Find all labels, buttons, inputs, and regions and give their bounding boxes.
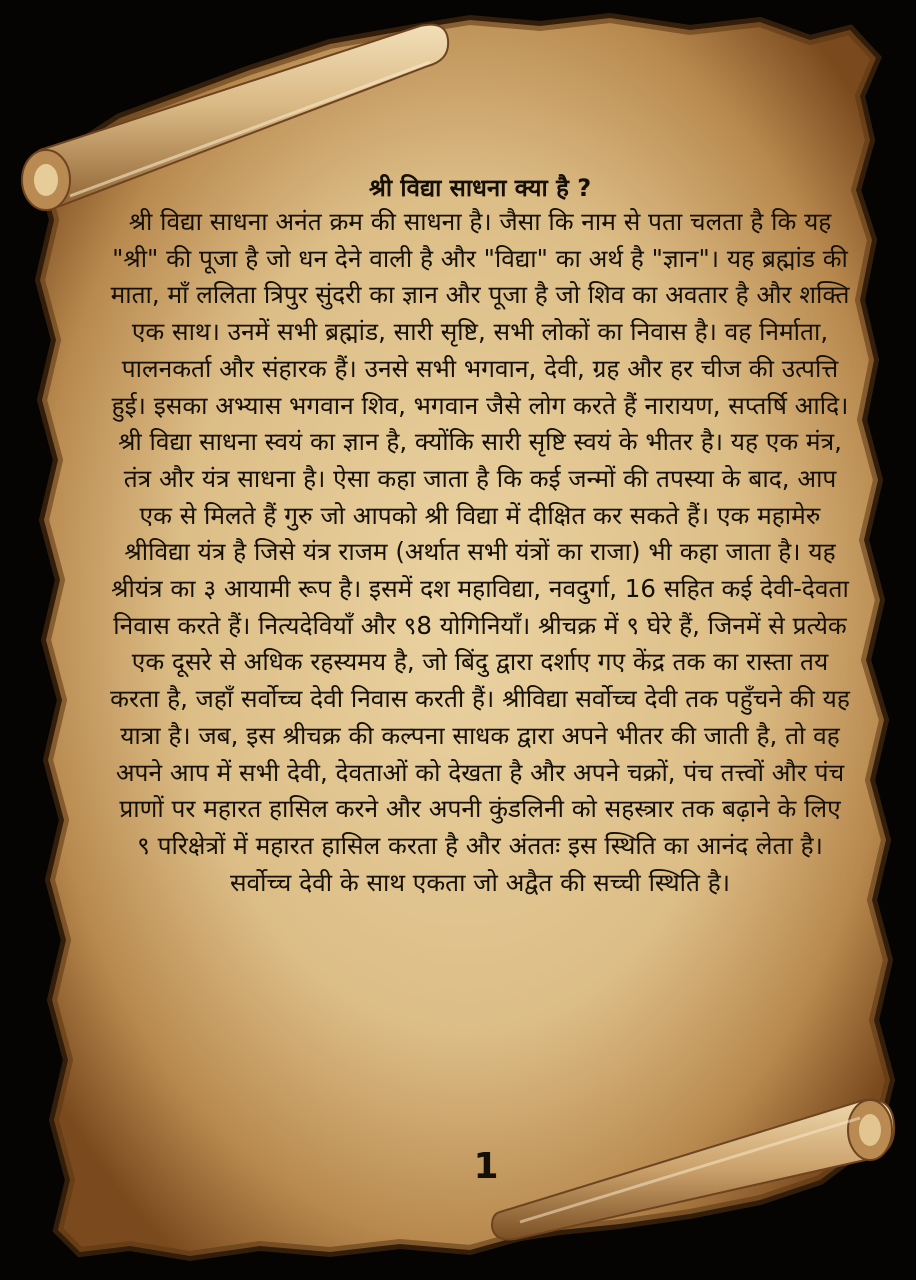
document-title: श्री विद्या साधना क्या है ? <box>368 174 592 202</box>
document-body-text: श्री विद्या साधना अनंत क्रम की साधना है। जैसा कि नाम से पता चलता है कि यह "श्री" की पूजा है जो धन देने वाली है और "विद्या" का अर्थ है "ज्ञान"। यह ब्रह्मांड की माता, माँ ललिता त्रिपुर सुंदरी का ज्ञान और पूजा है जो शिव का अवतार है और शक्ति एक साथ। उनमें सभी ब्रह्मांड, सारी सृष्टि, सभी लोकों का निवास है। वह निर्माता, पालनकर्ता और संहारक हैं। उनसे सभी भगवान, देवी, ग्रह और हर चीज की उत्पत्ति हुई। इसका अभ्यास भगवान शिव, भगवान जैसे लोग करते हैं नारायण, सप्तर्षि आदि। श्री विद्या साधना स्वयं का ज्ञान है, क्योंकि सारी सृष्टि स्वयं के भीतर है। यह एक मंत्र, तंत्र और यंत्र साधना है। ऐसा कहा जाता है कि कई जन्मों की तपस्या के बाद, आप एक से मिलते हैं गुरु जो आपको श्री विद्या में दीक्षित कर सकते हैं। एक महामेरु श्रीविद्या यंत्र है जिसे यंत्र राजम (अर्थात सभी यंत्रों का राजा) भी कहा जाता है। यह श्रीयंत्र का ३ आयामी रूप है। इसमें दश महाविद्या, नवदुर्गा, 16 सहित कई देवी-देवता निवास करते हैं। नित्यदेवियाँ और ९8 योगिनियाँ। श्रीचक्र में ९ घेरे हैं, जिनमें से प्रत्येक एक दूसरे से अधिक रहस्यमय है, जो बिंदु द्वारा दर्शाए गए केंद्र तक का रास्ता तय करता है, जहाँ सर्वोच्च देवी निवास करती हैं। श्रीविद्या सर्वोच्च देवी तक पहुँचने की यह यात्रा है। जब, इस श्रीचक्र की कल्पना साधक द्वारा अपने भीतर की जाती है, तो वह अपने आप में सभी देवी, देवताओं को देखता है और अपने चक्रों, पंच तत्त्वों और पंच प्राणों पर महारत हासिल करने और अपनी कुंडलिनी को सहस्त्रार तक बढ़ाने के लिए ९ परिक्षेत्रों में महारत हासिल करता है और अंततः इस स्थिति का आनंद लेता है। सर्वोच्च देवी के साथ एकता जो अद्वैत की सच्ची स्थिति है। <box>110 207 850 897</box>
page-number: 1 <box>473 1146 499 1187</box>
document-content <box>110 172 850 901</box>
